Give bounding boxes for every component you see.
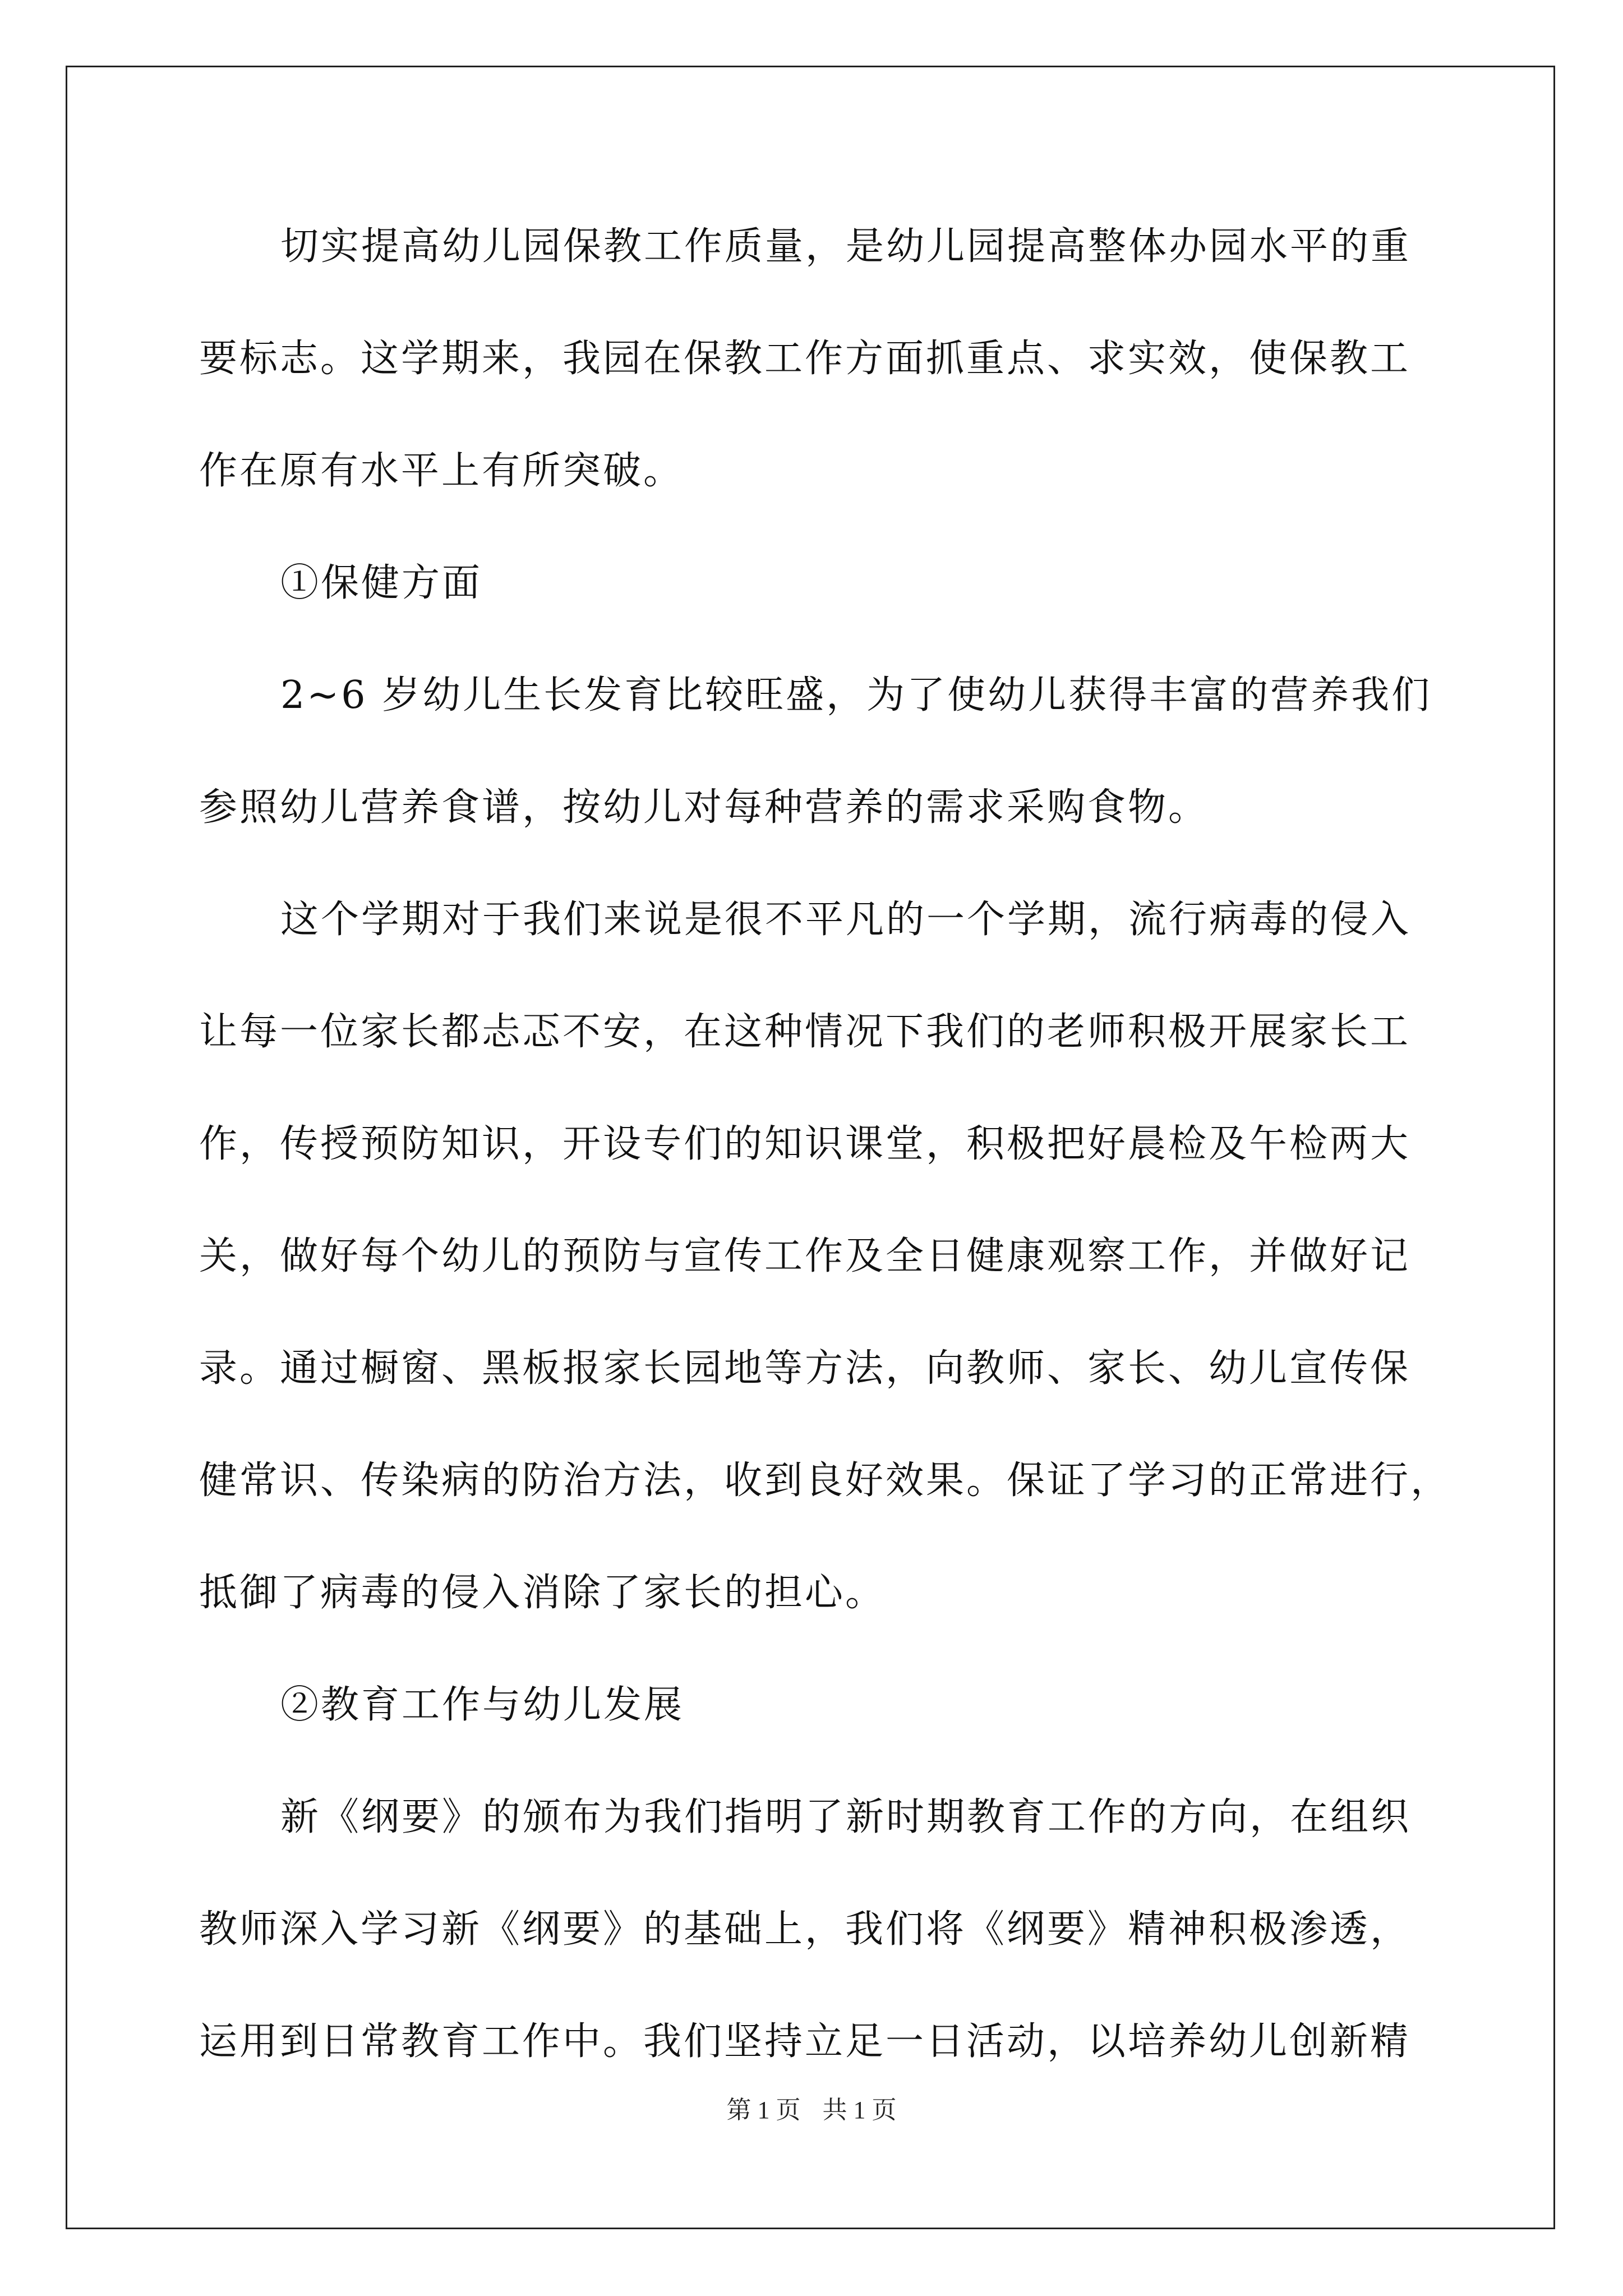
text-line: 参照幼儿营养食谱，按幼儿对每种营养的需求采购食物。 [199, 785, 1209, 830]
page-footer [0, 2090, 1623, 2125]
section-heading-education: ②教育工作与幼儿发展 [280, 1683, 685, 1727]
text-line: 教师深入学习新《纲要》的基础上，我们将《纲要》精神积极渗透， [199, 1907, 1411, 1952]
text-line: 这个学期对于我们来说是很不平凡的一个学期，流行病毒的侵入 [280, 898, 1412, 942]
section-heading-health: ①保健方面 [280, 561, 483, 605]
text-line: 健常识、传染病的防治方法，收到良好效果。保证了学习的正常进行， [199, 1458, 1451, 1503]
text-line: 抵御了病毒的侵入消除了家长的担心。 [199, 1571, 886, 1615]
text-line: 作在原有水平上有所突破。 [199, 449, 684, 493]
text-line: 2~6 岁幼儿生长发育比较旺盛，为了使幼儿获得丰富的营养我们 [280, 673, 1432, 717]
text-line: 运用到日常教育工作中。我们坚持立足一日活动，以培养幼儿创新精 [199, 2019, 1411, 2064]
text-line: 作，传授预防知识，开设专们的知识课堂，积极把好晨检及午检两大 [199, 1122, 1411, 1166]
text-line: 关，做好每个幼儿的预防与宣传工作及全日健康观察工作，并做好记 [199, 1234, 1411, 1278]
text-line: 要标志。这学期来，我园在保教工作方面抓重点、求实效，使保教工 [199, 337, 1411, 381]
text-line: 录。通过橱窗、黑板报家长园地等方法，向教师、家长、幼儿宣传保 [199, 1346, 1411, 1391]
text-line: 切实提高幼儿园保教工作质量，是幼儿园提高整体办园水平的重 [280, 224, 1412, 269]
page-total: 共 1 页 [822, 2096, 897, 2124]
text-line: 让每一位家长都忐忑不安，在这种情况下我们的老师积极开展家长工 [199, 1010, 1411, 1054]
document-body [199, 213, 1451, 2120]
page-number: 第 1 页 [726, 2096, 801, 2124]
text-line: 新《纲要》的颁布为我们指明了新时期教育工作的方向，在组织 [280, 1795, 1412, 1839]
